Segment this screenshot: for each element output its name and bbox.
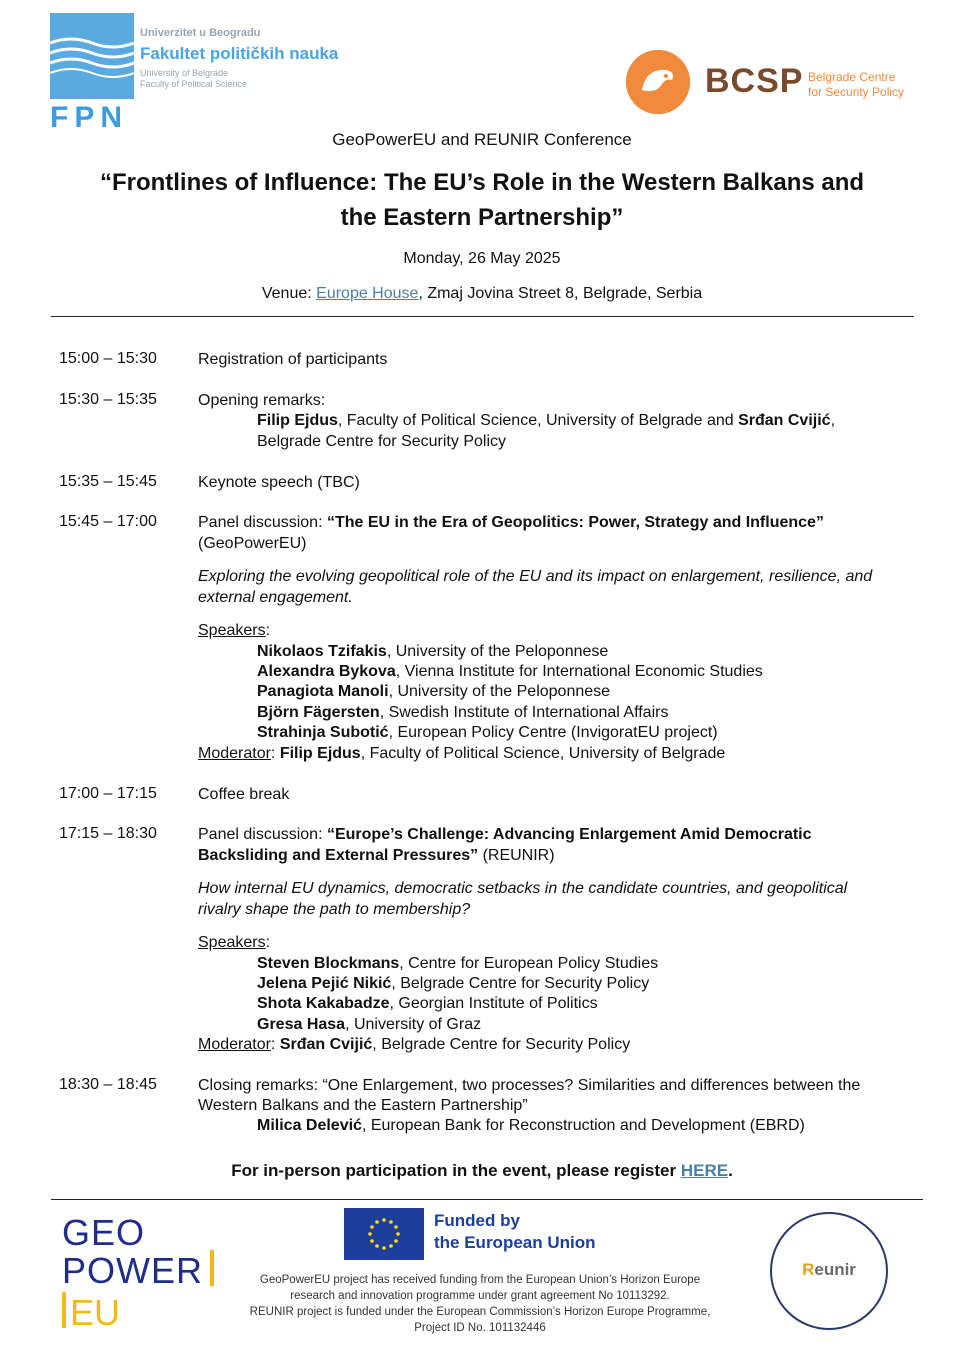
panel2-heading-line2 — [198, 846, 555, 867]
conference-name: GeoPowerEU and REUNIR Conference — [332, 130, 632, 149]
event-title-line2: the Eastern Partnership” — [340, 204, 624, 231]
panel2-heading — [198, 825, 812, 846]
disclaimer-line: Project ID No. 101132446 — [414, 1322, 546, 1334]
fpn-acronym: FPN — [50, 101, 128, 134]
speaker-name: Nikolaos Tzifakis — [257, 643, 387, 660]
agenda-time-opening: 15:30 – 15:35 — [59, 391, 157, 408]
closing-line2: Western Balkans and the Eastern Partnership” — [198, 1097, 528, 1114]
bcsp-logo — [626, 50, 916, 116]
panel1-speakers-label — [198, 621, 270, 642]
speaker-name: Jelena Pejić Nikić — [257, 975, 392, 992]
panel1-speaker — [257, 642, 608, 663]
speaker-affiliation: , University of the Peloponnese — [388, 683, 611, 700]
panel2-tag: (REUNIR) — [478, 847, 555, 864]
speaker-name: Gresa Hasa — [257, 1016, 346, 1033]
panel2-description-line2: rivalry shape the path to membership? — [198, 901, 471, 918]
agenda-time-closing: 18:30 – 18:45 — [59, 1076, 157, 1093]
speaker-name: Steven Blockmans — [257, 955, 400, 972]
moderator-name: Srđan Cvijić — [279, 1036, 373, 1053]
speaker-affiliation: , University of Graz — [345, 1016, 482, 1033]
speaker-affiliation: , Georgian Institute of Politics — [389, 995, 598, 1012]
venue-address: , Zmaj Jovina Street 8, Belgrade, Serbia — [418, 285, 703, 302]
bcsp-emblem-icon — [626, 50, 690, 114]
speaker-name: Björn Fägersten — [257, 704, 380, 721]
panel1-tag: (GeoPowerEU) — [198, 535, 307, 552]
geopower-eu: EU — [70, 1292, 121, 1333]
geopower-accent-bar — [210, 1250, 214, 1286]
agenda-time-keynote: 15:35 – 15:45 — [59, 473, 157, 490]
panel2-speaker — [257, 954, 658, 975]
panel1-description-line1: Exploring the evolving geopolitical role of the EU and its impact on enlargement, resilience, and — [198, 568, 873, 585]
venue-link[interactable]: Europe House — [316, 285, 419, 302]
panel1-heading — [198, 513, 824, 534]
reunir-r: R — [802, 1260, 815, 1279]
venue-label: Venue: — [261, 285, 317, 302]
geopower-power: POWER — [62, 1250, 204, 1291]
panel-prefix: Panel discussion: — [198, 514, 327, 531]
speaker-name: Panagiota Manoli — [257, 683, 389, 700]
fpn-faculty: Fakultet političkih nauka — [140, 44, 339, 63]
event-date: Monday, 26 May 2025 — [403, 250, 561, 267]
event-title-line1: “Frontlines of Influence: The EU’s Role in the Western Balkans and — [99, 169, 865, 196]
register-text: For in-person participation in the event, please register — [231, 1161, 681, 1180]
panel2-speaker — [257, 994, 598, 1015]
disclaimer-line: research and innovation programme under grant agreement No 10113292. — [290, 1290, 670, 1302]
punctuation: : — [270, 745, 280, 762]
bcsp-line1: Belgrade Centre — [808, 70, 896, 84]
agenda-item-opening: Opening remarks: — [198, 392, 326, 409]
speaker-name: Shota Kakabadze — [257, 995, 390, 1012]
speaker-affiliation: , Faculty of Political Science, University of Belgrade and — [337, 412, 739, 429]
panel2-moderator — [198, 1035, 630, 1056]
eu-flag-icon — [344, 1208, 424, 1260]
agenda-item-registration: Registration of participants — [198, 351, 388, 368]
punctuation: : — [265, 622, 271, 639]
disclaimer-line: REUNIR project is funded under the European Commission’s Horizon Europe Programme, — [249, 1306, 711, 1318]
geopower-logo — [62, 1212, 222, 1332]
punctuation: : — [265, 934, 271, 951]
agenda-time-panel2: 17:15 – 18:30 — [59, 825, 157, 842]
agenda-time-coffee: 17:00 – 17:15 — [59, 785, 157, 802]
bcsp-full-name — [808, 70, 904, 100]
speaker-name: Filip Ejdus — [257, 412, 338, 429]
speakers-label: Speakers — [198, 934, 266, 951]
footer-divider — [51, 1199, 923, 1200]
fpn-university-en: University of Belgrade — [140, 68, 229, 78]
register-link[interactable]: HERE — [680, 1161, 729, 1180]
moderator-affiliation: , Faculty of Political Science, University of Belgrade — [360, 745, 726, 762]
panel-prefix: Panel discussion: — [198, 826, 327, 843]
speaker-name: Strahinja Subotić — [257, 724, 389, 741]
moderator-name: Filip Ejdus — [279, 745, 361, 762]
panel2-speakers-label — [198, 933, 270, 954]
speaker-name: Alexandra Bykova — [257, 663, 396, 680]
panel2-speaker — [257, 1015, 481, 1036]
closing-speaker — [257, 1116, 805, 1137]
punctuation: , — [830, 412, 836, 429]
panel1-moderator — [198, 744, 725, 765]
panel2-speaker — [257, 974, 649, 995]
speaker-affiliation: , University of the Peloponnese — [386, 643, 609, 660]
panel1-speaker — [257, 703, 668, 724]
speaker-affiliation: , Belgrade Centre for Security Policy — [391, 975, 650, 992]
reunir-rest: eunir — [814, 1260, 856, 1279]
panel2-title-line2: Backsliding and External Pressures” — [198, 847, 479, 864]
bcsp-acronym: BCSP — [705, 62, 804, 100]
fpn-faculty-en: Faculty of Political Science — [140, 79, 248, 89]
reunir-logo — [770, 1212, 890, 1332]
funded-line1: Funded by — [434, 1211, 520, 1230]
funded-by-eu — [434, 1210, 596, 1254]
bcsp-line2: for Security Policy — [808, 85, 905, 99]
fpn-university: Univerzitet u Beogradu — [140, 27, 261, 39]
panel1-speaker — [257, 662, 763, 683]
closing-line1: Closing remarks: “One Enlargement, two processes? Similarities and differences between the — [198, 1077, 861, 1094]
speaker-affiliation: , Vienna Institute for International Economic Studies — [395, 663, 763, 680]
speaker-affiliation: , Centre for European Policy Studies — [399, 955, 659, 972]
agenda-item-coffee: Coffee break — [198, 786, 290, 803]
fpn-english-name — [140, 68, 247, 90]
header-divider — [51, 316, 914, 317]
punctuation: . — [728, 1161, 733, 1180]
geopower-geo: GEO — [62, 1212, 146, 1253]
funded-line2: the European Union — [434, 1233, 596, 1252]
funding-disclaimer — [230, 1272, 730, 1336]
opening-speakers — [257, 411, 835, 432]
event-venue — [0, 285, 964, 303]
punctuation: : — [270, 1036, 280, 1053]
opening-affiliation: Belgrade Centre for Security Policy — [257, 433, 506, 450]
register-note — [0, 1161, 964, 1181]
moderator-label: Moderator — [198, 745, 271, 762]
agenda-time-panel1: 15:45 – 17:00 — [59, 513, 157, 530]
panel2-description-line1: How internal EU dynamics, democratic setbacks in the candidate countries, and geopolitical — [198, 880, 848, 897]
moderator-affiliation: , Belgrade Centre for Security Policy — [372, 1036, 631, 1053]
geopower-accent-bar — [62, 1292, 66, 1328]
panel1-speaker — [257, 723, 718, 744]
speaker-name: Milica Delević — [257, 1117, 362, 1134]
agenda-item-keynote: Keynote speech (TBC) — [198, 474, 360, 491]
speaker-affiliation: , European Bank for Reconstruction and Development (EBRD) — [361, 1117, 805, 1134]
speaker-affiliation: , Swedish Institute of International Affairs — [379, 704, 669, 721]
disclaimer-line: GeoPowerEU project has received funding from the European Union’s Horizon Europe — [259, 1274, 701, 1286]
moderator-label: Moderator — [198, 1036, 271, 1053]
agenda-time-registration: 15:00 – 15:30 — [59, 350, 157, 367]
panel1-description-line2: external engagement. — [198, 589, 353, 606]
reunir-wordmark — [770, 1260, 888, 1280]
panel2-title-line1: “Europe’s Challenge: Advancing Enlargement Amid Democratic — [326, 826, 812, 843]
fpn-logo — [50, 13, 368, 134]
event-title — [0, 165, 964, 235]
panel1-title: “The EU in the Era of Geopolitics: Power, Strategy and Influence” — [326, 514, 824, 531]
speaker-affiliation: , European Policy Centre (InvigoratEU project) — [388, 724, 718, 741]
fpn-wave-icon — [50, 13, 134, 99]
speaker-name: Srđan Cvijić — [738, 412, 831, 429]
panel1-speaker — [257, 682, 610, 703]
speakers-label: Speakers — [198, 622, 266, 639]
